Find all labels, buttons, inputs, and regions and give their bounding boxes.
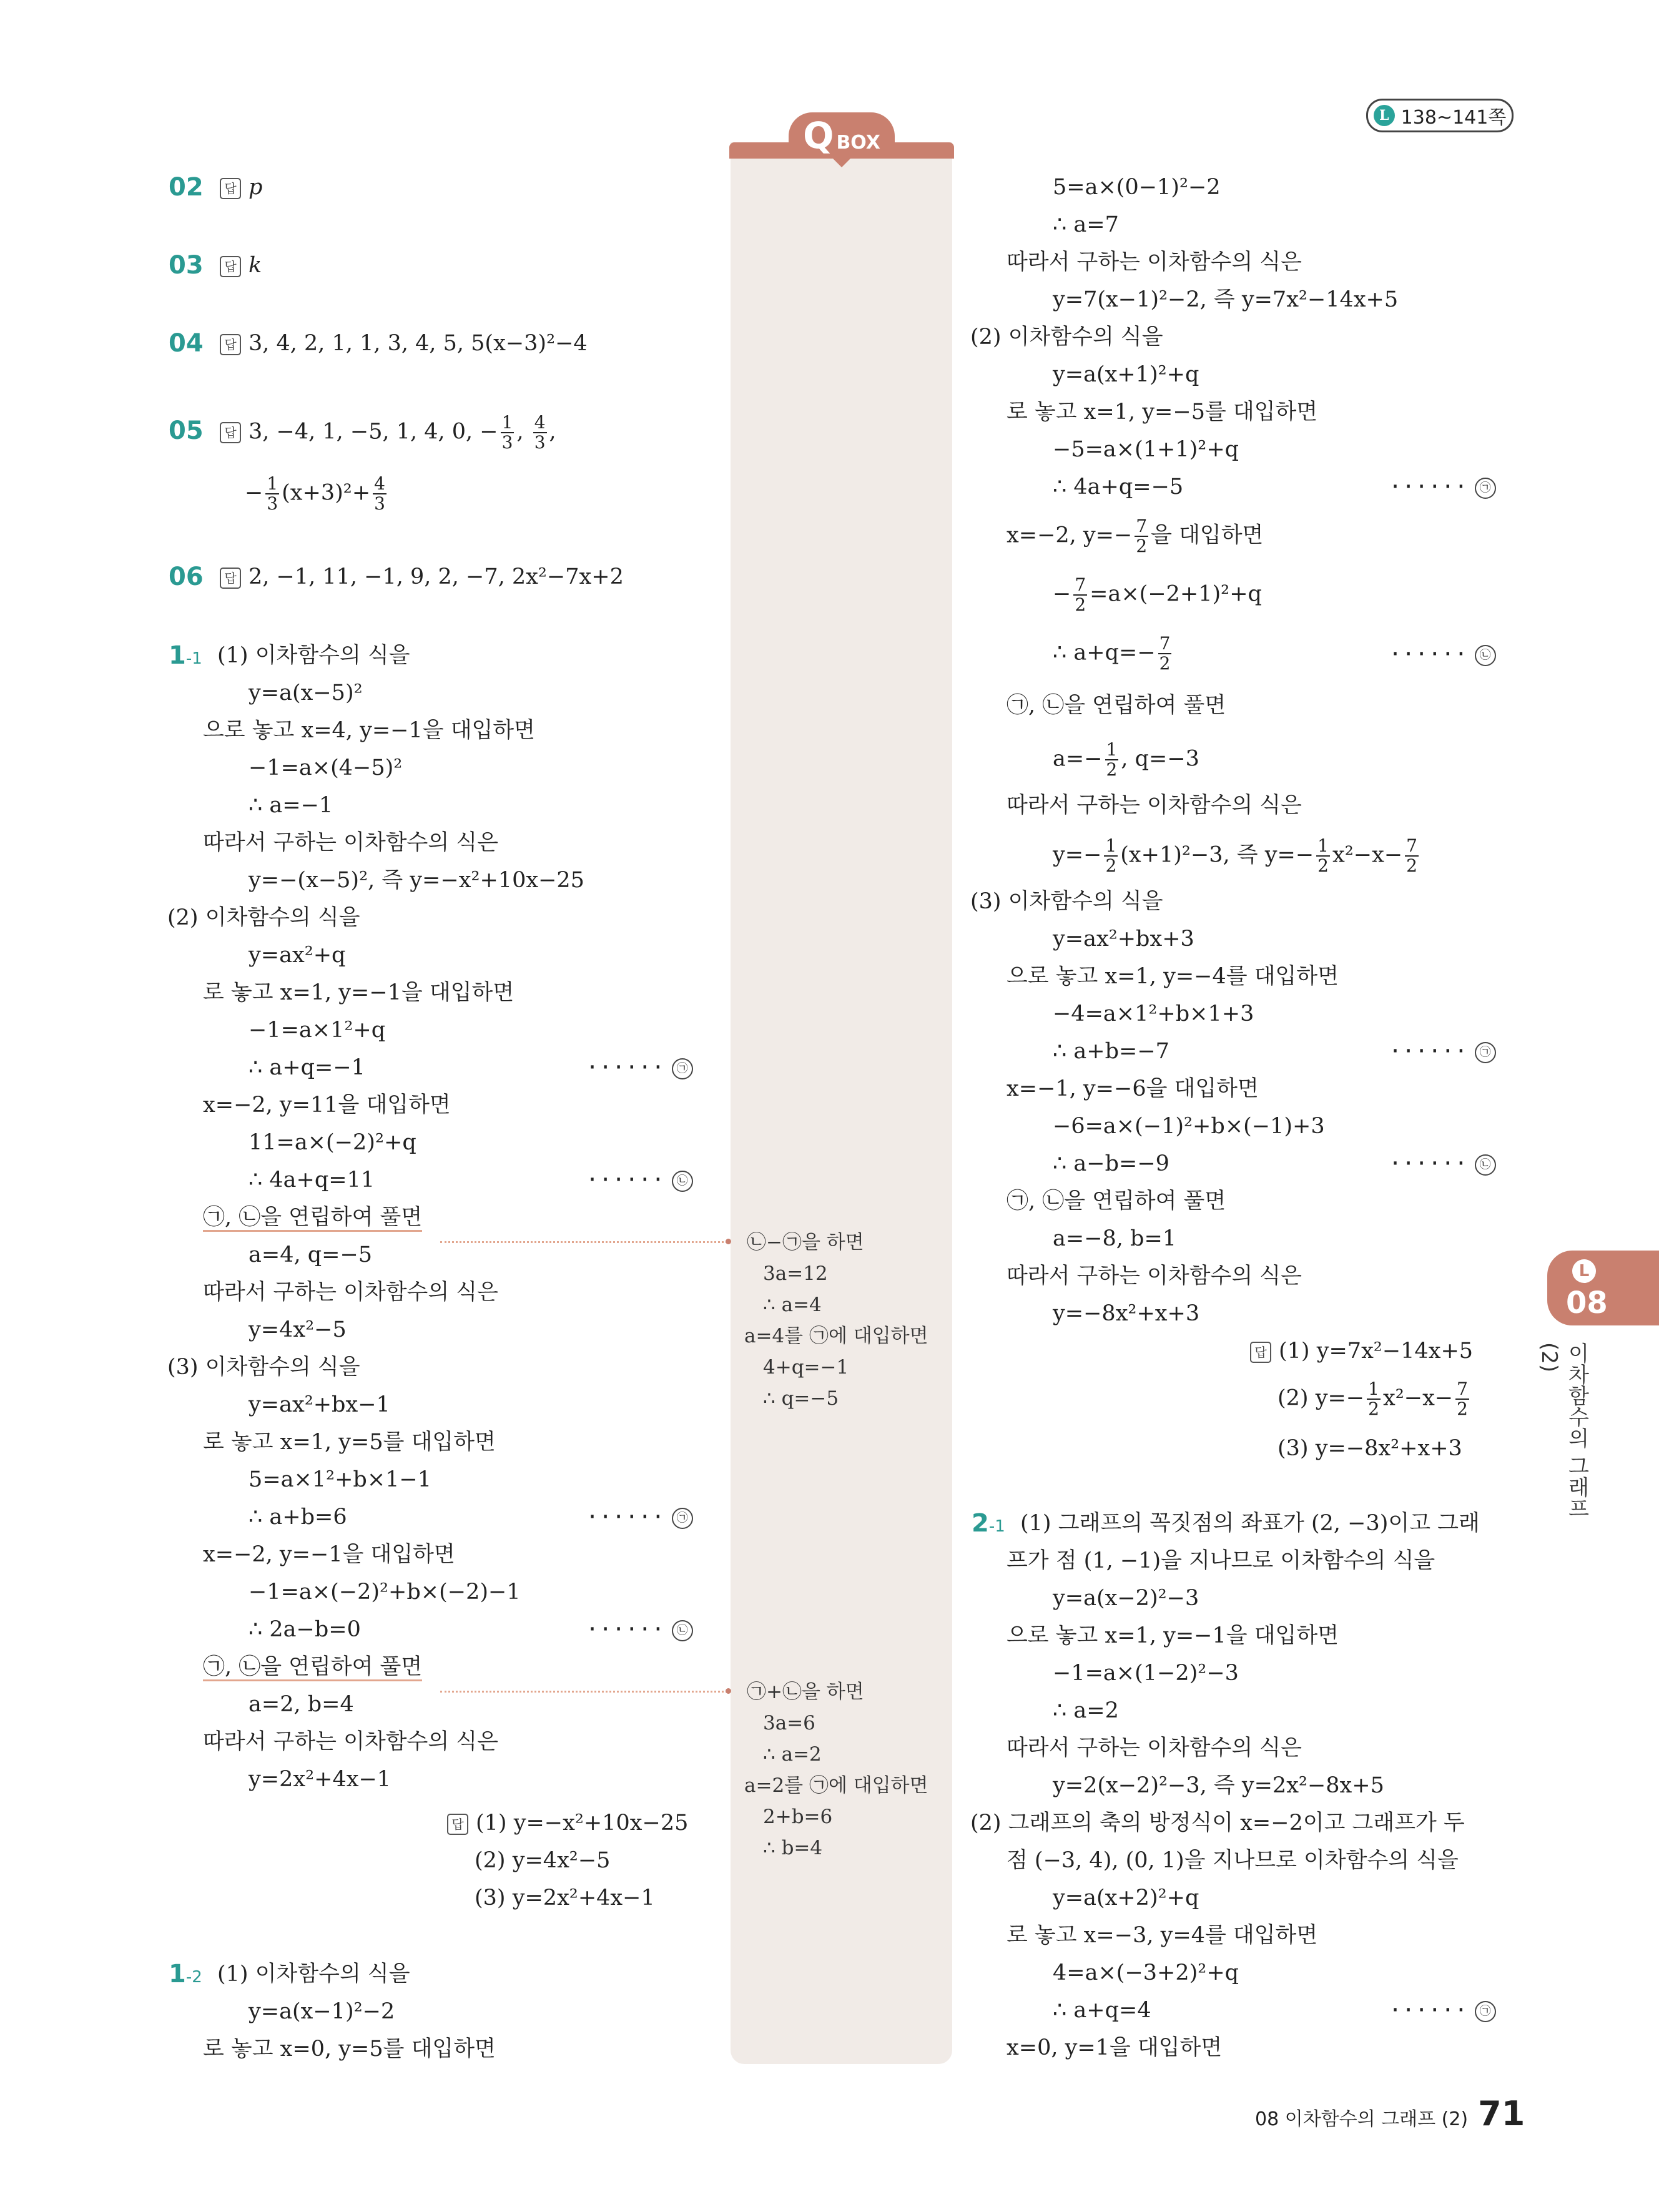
solution-line: y=a(x−1)²−2 xyxy=(249,1999,395,2024)
solution-line: 4=a×(−3+2)²+q xyxy=(1053,1960,1239,1985)
qbox-header xyxy=(729,112,954,167)
solution-line: y=2x²+4x−1 xyxy=(249,1767,391,1792)
solution-line: 5=a×(0−1)²−2 xyxy=(1053,175,1221,200)
solution-line: ∴ a+b=−7 xyxy=(1053,1039,1169,1064)
answer-icon: 답 xyxy=(447,1814,468,1835)
answer-icon: 답 xyxy=(220,256,241,277)
answer-03: 답 k xyxy=(220,252,262,279)
solution-line: ∴ a+b=6 xyxy=(249,1505,347,1530)
solution-line: a=−8, b=1 xyxy=(1053,1226,1177,1251)
answer-icon: 답 xyxy=(1250,1342,1271,1363)
page-footer xyxy=(1255,2094,1525,2133)
answer-icon: 답 xyxy=(220,334,241,355)
solution-line: 로 놓고 x=−3, y=4를 대입하면 xyxy=(1007,1923,1318,1948)
solution-line-frac: a=− $\frac{1}{2}$ , q=−3 xyxy=(1053,739,1199,780)
chapter-tab xyxy=(1547,1251,1659,1325)
qbox-note-line: ∴ q=−5 xyxy=(763,1387,839,1410)
answer-06: 답 2, −1, 11, −1, 9, 2, −7, 2x²−7x+2 xyxy=(220,563,624,591)
qbox-note-line: ∴ a=4 xyxy=(763,1294,822,1316)
solution-line: 로 놓고 x=1, y=5를 대입하면 xyxy=(203,1430,496,1455)
equation-marker-2: ······ ㉡ xyxy=(586,1166,693,1194)
solution-line: (2) 이차함수의 식을 xyxy=(970,325,1163,350)
qbox-connector xyxy=(440,1691,727,1693)
solution-line: 따라서 구하는 이차함수의 식은 xyxy=(1007,1736,1302,1761)
page-reference-badge xyxy=(1366,99,1514,132)
solution-line: 점 (−3, 4), (0, 1)을 지나므로 이차함수의 식을 xyxy=(1007,1848,1459,1873)
solution-line: 따라서 구하는 이차함수의 식은 xyxy=(203,1280,498,1305)
solution-line: a=4, q=−5 xyxy=(249,1242,373,1267)
qbox-note-line: 2+b=6 xyxy=(763,1806,833,1828)
problem-num-02: 02 xyxy=(169,173,204,202)
qbox-note-line: ㉠+㉡을 하면 xyxy=(747,1681,864,1703)
solution-line: (2) 이차함수의 식을 xyxy=(167,905,360,930)
qbox-connector-dot xyxy=(726,1688,731,1694)
solution-line: 프가 점 (1, −1)을 지나므로 이차함수의 식을 xyxy=(1007,1548,1435,1573)
solution-line: x=−1, y=−6을 대입하면 xyxy=(1007,1076,1259,1101)
solution-line-underlined: ㉠, ㉡을 연립하여 풀면 xyxy=(203,1653,422,1681)
solution-line: 으로 놓고 x=4, y=−1을 대입하면 xyxy=(203,718,535,743)
solution-line: ∴ 4a+q=−5 xyxy=(1053,474,1184,499)
solution-line-frac: ∴ a+q=− $\frac{7}{2}$ xyxy=(1053,633,1171,674)
answer-04: 답 3, 4, 2, 1, 1, 3, 4, 5, 5(x−3)²−4 xyxy=(220,330,588,357)
solution-line: −1=a×1²+q xyxy=(249,1018,386,1043)
solution-line: y=4x²−5 xyxy=(249,1317,347,1342)
solution-line: 따라서 구하는 이차함수의 식은 xyxy=(203,830,498,855)
solution-line: y=ax²+q xyxy=(249,943,346,968)
footer-chapter-label: 08 이차함수의 그래프 (2) xyxy=(1255,2108,1469,2130)
qbox-box-label: BOX xyxy=(836,132,880,154)
problem-num-1-1: 1-1 xyxy=(169,641,202,670)
problem-num-04: 04 xyxy=(169,329,204,358)
solution-line: 따라서 구하는 이차함수의 식은 xyxy=(203,1729,498,1754)
solution-line: ㉠, ㉡을 연립하여 풀면 xyxy=(1007,1189,1226,1214)
qbox-note-line: ∴ a=2 xyxy=(763,1743,822,1766)
solution-line: (1) 이차함수의 식을 xyxy=(217,643,410,668)
solution-line: −4=a×1²+b×1+3 xyxy=(1053,1001,1254,1026)
solution-line: 따라서 구하는 이차함수의 식은 xyxy=(1007,1264,1302,1289)
solution-line: y=a(x+2)²+q xyxy=(1053,1885,1199,1910)
answer-icon: 답 xyxy=(220,568,241,589)
solution-line: y=−8x²+x+3 xyxy=(1053,1301,1200,1326)
qbox-note-line: 4+q=−1 xyxy=(763,1356,849,1379)
solution-line: x=0, y=1을 대입하면 xyxy=(1007,2035,1223,2060)
answer-icon: 답 xyxy=(220,422,241,443)
qbox-connector xyxy=(440,1241,727,1243)
problem-num-06: 06 xyxy=(169,563,204,591)
solution-line: y=7(x−1)²−2, 즉 y=7x²−14x+5 xyxy=(1053,287,1399,312)
qbox-q: Q xyxy=(803,114,834,157)
problem-num-03: 03 xyxy=(169,251,204,280)
problem-num-1-2: 1-2 xyxy=(169,1960,202,1988)
qbox-note-line: 3a=6 xyxy=(763,1712,815,1734)
equation-marker-1: ······ ㉠ xyxy=(586,1054,693,1081)
solution-line: ㉠, ㉡을 연립하여 풀면 xyxy=(1007,693,1226,718)
answer-1-1-3: (3) y=2x²+4x−1 xyxy=(475,1885,655,1910)
solution-line: (2) 그래프의 축의 방정식이 x=−2이고 그래프가 두 xyxy=(970,1811,1465,1836)
solution-line-underlined: ㉠, ㉡을 연립하여 풀면 xyxy=(203,1204,422,1231)
solution-line: 5=a×1²+b×1−1 xyxy=(249,1467,432,1492)
answer-1-2-1: 답 (1) y=7x²−14x+5 xyxy=(1250,1337,1473,1365)
solution-line: a=2, b=4 xyxy=(249,1692,354,1717)
equation-marker-2: ······ ㉡ xyxy=(586,1616,693,1643)
solution-line: ∴ a+q=−1 xyxy=(249,1055,365,1080)
qbox-connector-dot xyxy=(726,1239,731,1244)
equation-marker-2: ······ ㉡ xyxy=(1389,1150,1496,1177)
chapter-number: 08 xyxy=(1566,1285,1608,1320)
solution-line: 11=a×(−2)²+q xyxy=(249,1130,416,1155)
answer-05-line2: − $\frac{1}{3}$ (x+3)²+ $\frac{4}{3}$ xyxy=(245,473,385,514)
solution-line: 로 놓고 x=0, y=5를 대입하면 xyxy=(203,2037,496,2062)
problem-num-05: 05 xyxy=(169,416,204,445)
l-badge-icon: L xyxy=(1572,1259,1596,1283)
solution-line: y=ax²+bx−1 xyxy=(249,1392,390,1417)
answer-1-1-1: 답 (1) y=−x²+10x−25 xyxy=(447,1809,688,1837)
solution-line: ∴ 2a−b=0 xyxy=(249,1617,361,1642)
solution-line: −6=a×(−1)²+b×(−1)+3 xyxy=(1053,1114,1325,1139)
solution-line-frac: y=− $\frac{1}{2}$ (x+1)²−3, 즉 y=− $\frac{1}{2}$ x²−x− $\frac{7}{2}$ xyxy=(1053,835,1417,876)
solution-line: (3) 이차함수의 식을 xyxy=(167,1355,360,1380)
answer-icon: 답 xyxy=(220,178,241,199)
page-number: 71 xyxy=(1478,2094,1525,2133)
answer-02: 답 p xyxy=(220,174,262,201)
solution-line: ∴ a+q=4 xyxy=(1053,1998,1151,2023)
problem-num-2-1: 2-1 xyxy=(972,1509,1005,1538)
solution-line: y=ax²+bx+3 xyxy=(1053,927,1194,951)
solution-line: ∴ a=−1 xyxy=(249,793,333,818)
solution-line: (3) 이차함수의 식을 xyxy=(970,889,1163,914)
solution-line: −1=a×(−2)²+b×(−2)−1 xyxy=(249,1580,521,1605)
solution-line: y=a(x+1)²+q xyxy=(1053,362,1199,387)
answer-1-2-2: (2) y=− $\frac{1}{2}$ x²−x− $\frac{7}{2}$ xyxy=(1277,1379,1468,1419)
equation-marker-1: ······ ㉠ xyxy=(1389,473,1496,501)
solution-line: y=a(x−5)² xyxy=(249,681,363,705)
chapter-title-vertical: 이차함수의 그래프 (2) xyxy=(1537,1342,1589,1519)
l-badge-icon: L xyxy=(1374,105,1395,126)
equation-marker-1: ······ ㉠ xyxy=(1389,1038,1496,1065)
solution-line: −1=a×(1−2)²−3 xyxy=(1053,1661,1239,1686)
solution-line: ∴ a=7 xyxy=(1053,212,1119,237)
qbox-note-line: ㉡−㉠을 하면 xyxy=(747,1231,864,1254)
page-ref-text: 138~141쪽 xyxy=(1401,107,1507,129)
solution-line: (1) 이차함수의 식을 xyxy=(217,1962,410,1987)
answer-05-line1: 답 3, −4, 1, −5, 1, 4, 0, − $\frac{1}{3}$ , $\frac{4}{3}$ , xyxy=(220,413,556,452)
solution-line: 따라서 구하는 이차함수의 식은 xyxy=(1007,793,1302,818)
solution-line: ∴ 4a+q=11 xyxy=(249,1167,375,1192)
solution-line: 로 놓고 x=1, y=−5를 대입하면 xyxy=(1007,400,1318,425)
solution-line: y=−(x−5)², 즉 y=−x²+10x−25 xyxy=(249,868,584,893)
solution-line-frac: x=−2, y=− $\frac{7}{2}$ 을 대입하면 xyxy=(1007,516,1264,556)
solution-line: (1) 그래프의 꼭짓점의 좌표가 (2, −3)이고 그래 xyxy=(1020,1511,1480,1536)
solution-line: 으로 놓고 x=1, y=−4를 대입하면 xyxy=(1007,964,1339,989)
solution-line: 따라서 구하는 이차함수의 식은 xyxy=(1007,250,1302,275)
solution-line: 로 놓고 x=1, y=−1을 대입하면 xyxy=(203,980,514,1005)
solution-line: y=a(x−2)²−3 xyxy=(1053,1586,1199,1611)
solution-line: −1=a×(4−5)² xyxy=(249,755,403,780)
equation-marker-1: ······ ㉠ xyxy=(586,1503,693,1531)
solution-line-frac: − $\frac{7}{2}$ =a×(−2+1)²+q xyxy=(1053,574,1262,615)
qbox-note-line: ∴ b=4 xyxy=(763,1837,823,1859)
solution-line: 으로 놓고 x=1, y=−1을 대입하면 xyxy=(1007,1623,1339,1648)
solution-line: ∴ a−b=−9 xyxy=(1053,1151,1169,1176)
solution-line: x=−2, y=−1을 대입하면 xyxy=(203,1542,455,1567)
solution-line: −5=a×(1+1)²+q xyxy=(1053,437,1239,462)
equation-marker-2: ······ ㉡ xyxy=(1389,641,1496,668)
answer-1-2-3: (3) y=−8x²+x+3 xyxy=(1277,1436,1462,1461)
solution-line: y=2(x−2)²−3, 즉 y=2x²−8x+5 xyxy=(1053,1773,1384,1798)
qbox-note-line: a=2를 ㉠에 대입하면 xyxy=(744,1774,928,1797)
equation-marker-1: ······ ㉠ xyxy=(1389,1997,1496,2024)
solution-line: x=−2, y=11을 대입하면 xyxy=(203,1093,451,1118)
solution-line: ∴ a=2 xyxy=(1053,1698,1119,1723)
answer-1-1-2: (2) y=4x²−5 xyxy=(475,1848,611,1873)
qbox-note-line: 3a=12 xyxy=(763,1262,828,1285)
qbox-note-line: a=4를 ㉠에 대입하면 xyxy=(744,1325,928,1347)
